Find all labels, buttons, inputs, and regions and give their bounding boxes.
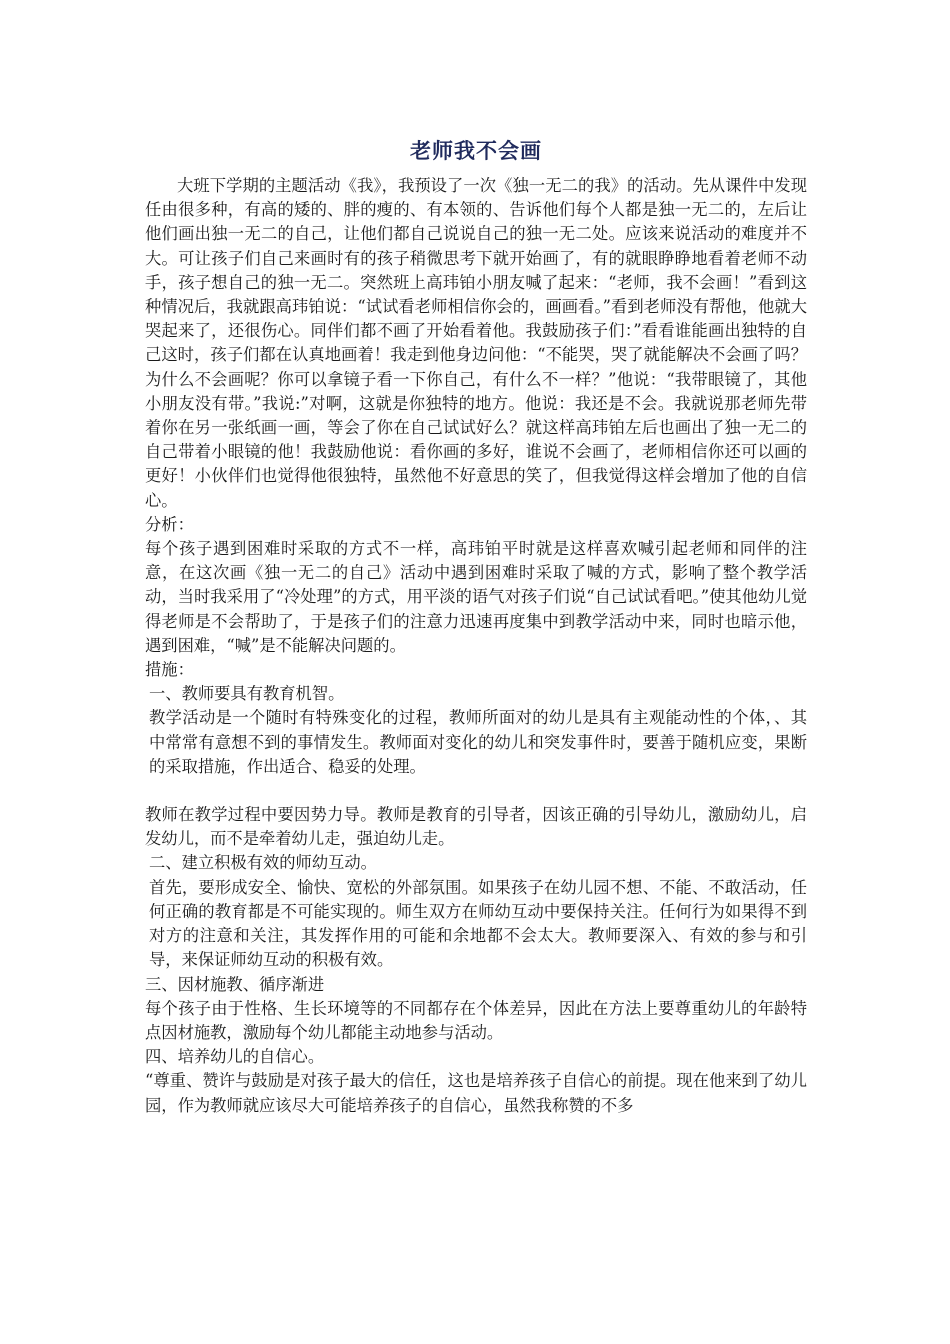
measure-1-heading: 一、教师要具有教育机智。 [149, 684, 345, 704]
measure-2-heading: 二、建立积极有效的师幼互动。 [149, 853, 377, 873]
document-page [145, 128, 807, 1118]
measure-4-paragraph: “尊重、赞许与鼓励是对孩子最大的信任，这也是培养孩子自信心的前提。现在他来到了幼儿园，作为教师就应该尽大可能培养孩子的自信心，虽然我称赞的不多 [145, 1071, 807, 1115]
blank-line [145, 779, 807, 803]
measure-3-heading: 三、因材施教、循序渐进 [145, 974, 325, 994]
measure-4-heading: 四、培养幼儿的自信心。 [145, 1047, 325, 1067]
measure-1-paragraph-2: 教师在教学过程中要因势力导。教师是教育的引导者，因该正确的引导幼儿，激励幼儿，启发幼儿，而不是牵着幼儿走，强迫幼儿走。 [145, 805, 807, 849]
story-paragraph: 大班下学期的主题活动《我》，我预设了一次《独一无二的我》的活动。先从课件中发现任由很多种，有高的矮的、胖的瘦的、有本领的、告诉他们每个人都是独一无二的，左后让他们画出独一无二的自己，让他们都自己说说自己的独一无二处。应该来说活动的难度并不大。可让孩子们自己来画时有的孩子稍微思考下就开始画了，有的就眼睁睁地看着老师不动手，孩子想自己的独一无二。突然班上高玮铂小朋友喊了起来：“老师，我不会画！”看到这种情况后，我就跟高玮铂说：“试试看老师相信你会的，画画看。”看到老师没有帮他，他就大哭起来了，还很伤心。同伴们都不画了开始看着他。我鼓励孩子们：”看看谁能画出独特的自己这时，孩子们都在认真地画着！我走到他身边问他：“不能哭，哭了就能解决不会画了吗？为什么不会画呢？你可以拿镜子看一下你自己，有什么不一样？”他说：“我带眼镜了，其他小朋友没有带。”我说:”对啊，这就是你独特的地方。他说：我还是不会。我就说那老师先带着你在另一张纸画一画，等会了你在自己试试好么？就这样高玮铂左后也画出了独一无二的自己带着小眼镜的他！我鼓励他说：看你画的多好，谁说不会画了，老师相信你还可以画的更好！小伙伴们也觉得他很独特，虽然他不好意思的笑了，但我觉得这样会增加了他的自信心。 [145, 176, 807, 510]
measure-3-paragraph: 每个孩子由于性格、生长环境等的不同都存在个体差异，因此在方法上要尊重幼儿的年龄特点因材施教，激励每个幼儿都能主动地参与活动。 [145, 998, 807, 1042]
measure-2-paragraph: 首先，要形成安全、愉快、宽松的外部氛围。如果孩子在幼儿园不想、不能、不敢活动，任何正确的教育都是不可能实现的。师生双方在师幼互动中要保持关注。任何行为如果得不到对方的注意和关注，其发挥作用的可能和余地都不会太大。教师要深入、有效的参与和引导，来保证师幼互动的积极有效。 [149, 877, 807, 970]
measure-1-paragraph-1: 教学活动是一个随时有特殊变化的过程，教师所面对的幼儿是具有主观能动性的个体，、其中常常有意想不到的事情发生。教师面对变化的幼儿和突发事件时，要善于随机应变，果断的采取措施，作出适合、稳妥的处理。 [149, 708, 807, 776]
analysis-heading: 分析： [145, 514, 194, 534]
measures-heading: 措施： [145, 660, 194, 680]
document-title: 老师我不会画 [410, 139, 542, 163]
analysis-paragraph: 每个孩子遇到困难时采取的方式不一样，高玮铂平时就是这样喜欢喊引起老师和同伴的注意，在这次画《独一无二的自己》活动中遇到困难时采取了喊的方式，影响了整个教学活动，当时我采用了“冷处理”的方式，用平淡的语气对孩子们说“自己试试看吧。”使其他幼儿觉得老师是不会帮助了，于是孩子们的注意力迅速再度集中到教学活动中来，同时也暗示他，遇到困难，“喊”是不能解决问题的。 [145, 539, 807, 655]
